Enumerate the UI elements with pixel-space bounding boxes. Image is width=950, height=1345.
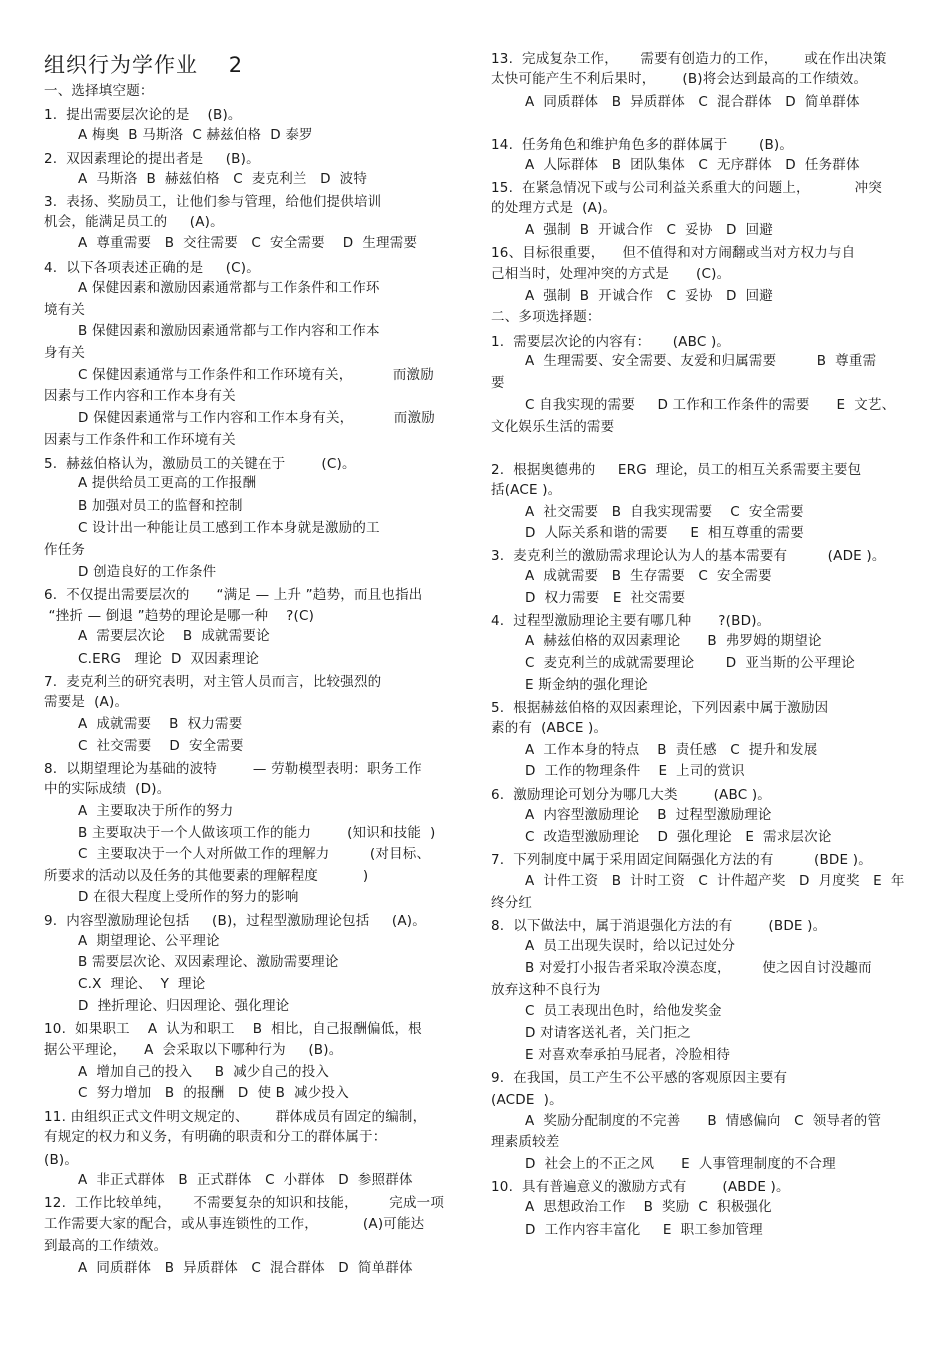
text-line: B 加强对员工的监督和控制 (78, 498, 243, 514)
text-line: 太快可能产生不利后果时， (B)将会达到最高的工作绩效。 (491, 71, 868, 87)
text-line: D 工作内容丰富化 E 职工参加管理 (525, 1222, 763, 1238)
text-line: B 保健因素和激励因素通常都与工作内容和工作本 (78, 323, 380, 339)
text-line: A 成就需要 B 生存需要 C 安全需要 (525, 568, 772, 584)
text-line: 9. 在我国，员工产生不公平感的客观原因主要有 (491, 1070, 788, 1086)
text-line: B 主要取决于一个人做该项工作的能力 (知识和技能 ) (78, 825, 436, 841)
page-title: 组织行为学作业 2 (44, 53, 244, 77)
text-line: A 期望理论、公平理论 (78, 933, 220, 949)
text-line: 15. 在紧急情况下或与公司利益关系重大的问题上， 冲突 (491, 180, 883, 196)
text-line: A 思想政治工作 B 奖励 C 积极强化 (525, 1199, 772, 1215)
text-line: C 保健因素通常与工作条件和工作环境有关， 而激励 (78, 367, 434, 383)
text-line: A 增加自己的投入 B 减少自己的投入 (78, 1064, 330, 1080)
text-line: 10. 具有普遍意义的激励方式有 (ABDE )。 (491, 1179, 790, 1195)
text-line: 2. 双因素理论的提出者是 (B)。 (44, 151, 260, 167)
text-line: 12. 工作比较单纯， 不需要复杂的知识和技能， 完成一项 (44, 1195, 445, 1211)
text-line: A 社交需要 B 自我实现需要 C 安全需要 (525, 504, 804, 520)
text-line: 7. 麦克利兰的研究表明，对主管人员而言，比较强烈的 (44, 674, 382, 690)
text-line: D 社会上的不正之风 E 人事管理制度的不合理 (525, 1156, 836, 1172)
text-line: 需要是 (A)。 (44, 694, 129, 710)
text-line: 5. 根据赫兹伯格的双因素理论，下列因素中属于激励因 (491, 700, 829, 716)
text-line: 6. 不仅提出需要层次的 “满足 — 上升 ”趋势，而且也指出 (44, 587, 423, 603)
text-line: D 对请客送礼者，关门拒之 (525, 1025, 691, 1041)
text-line: C 社交需要 D 安全需要 (78, 738, 244, 754)
text-line: 理素质较差 (491, 1134, 560, 1150)
text-line: 8. 以期望理论为基础的波特 — 劳勒模型表明：职务工作 (44, 761, 422, 777)
text-line: C 主要取决于一个人对所做工作的理解力 (对目标、 (78, 846, 431, 862)
text-line: 4. 以下各项表述正确的是 (C)。 (44, 260, 260, 276)
text-line: A 奖励分配制度的不完善 B 情感偏向 C 领导者的管 (525, 1113, 882, 1129)
text-line: 机会，能满足员工的 (A)。 (44, 214, 224, 230)
text-line: A 梅奥 B 马斯洛 C 赫兹伯格 D 泰罗 (78, 127, 313, 143)
text-line: 据公平理论， A 会采取以下哪种行为 (B)。 (44, 1042, 343, 1058)
text-line: 因素与工作内容和工作本身有关 (44, 388, 236, 404)
text-line: C 设计出一种能让员工感到工作本身就是激励的工 (78, 520, 380, 536)
text-line: 5. 赫兹伯格认为，激励员工的关键在于 (C)。 (44, 456, 356, 472)
text-line: 素的有 (ABCE )。 (491, 720, 608, 736)
text-line: A 成就需要 B 权力需要 (78, 716, 243, 732)
text-line: A 同质群体 B 异质群体 C 混合群体 D 简单群体 (78, 1260, 413, 1276)
text-line: 9. 内容型激励理论包括 (B)，过程型激励理论包括 (A)。 (44, 913, 426, 929)
text-line: 身有关 (44, 345, 86, 361)
text-line: 要 (491, 375, 505, 391)
text-line: 10. 如果职工 A 认为和职工 B 相比，自己报酬偏低，根 (44, 1021, 422, 1037)
text-line: A 需要层次论 B 成就需要论 (78, 628, 270, 644)
text-line: A 赫兹伯格的双因素理论 B 弗罗姆的期望论 (525, 633, 822, 649)
text-line: 7. 下列制度中属于采用固定间隔强化方法的有 (BDE )。 (491, 852, 872, 868)
text-line: D 人际关系和谐的需要 E 相互尊重的需要 (525, 525, 804, 541)
text-line: A 强制 B 开诚合作 C 妥协 D 回避 (525, 222, 773, 238)
text-line: D 挫折理论、归因理论、强化理论 (78, 998, 290, 1014)
text-line: D 保健因素通常与工作内容和工作本身有关， 而激励 (78, 410, 435, 426)
text-line: A 工作本身的特点 B 责任感 C 提升和发展 (525, 742, 818, 758)
text-line: A 保健因素和激励因素通常都与工作条件和工作环 (78, 280, 380, 296)
text-line: 8. 以下做法中，属于消退强化方法的有 (BDE )。 (491, 918, 827, 934)
text-line: 有规定的权力和义务，有明确的职责和分工的群体属于： (44, 1129, 387, 1145)
text-line: D 权力需要 E 社交需要 (525, 590, 686, 606)
text-line: 因素与工作条件和工作环境有关 (44, 432, 236, 448)
text-line: 境有关 (44, 302, 86, 318)
text-line: A 强制 B 开诚合作 C 妥协 D 回避 (525, 288, 773, 304)
text-line: A 同质群体 B 异质群体 C 混合群体 D 简单群体 (525, 94, 860, 110)
text-line: 括(ACE )。 (491, 482, 562, 498)
text-line: A 主要取决于所作的努力 (78, 803, 234, 819)
text-line: E 斯金纳的强化理论 (525, 677, 648, 693)
text-line: C.X 理论、 Y 理论 (78, 976, 206, 992)
text-line: A 员工出现失误时，给以记过处分 (525, 938, 736, 954)
text-line: 13. 完成复杂工作， 需要有创造力的工作， 或在作出决策 (491, 51, 887, 67)
text-line: 所要求的活动以及任务的其他要素的理解程度 ) (44, 868, 369, 884)
text-line: 3. 麦克利兰的激励需求理论认为人的基本需要有 (ADE )。 (491, 548, 886, 564)
text-line: 工作需要大家的配合，或从事连锁性的工作， (A)可能达 (44, 1216, 425, 1232)
text-line: A 人际群体 B 团队集体 C 无序群体 D 任务群体 (525, 157, 860, 173)
text-line: D 工作的物理条件 E 上司的赏识 (525, 763, 745, 779)
text-line: (B)。 (44, 1152, 79, 1168)
text-line: 二、多项选择题： (491, 309, 601, 325)
text-line: A 非正式群体 B 正式群体 C 小群体 D 参照群体 (78, 1172, 413, 1188)
text-line: C 努力增加 B 的报酬 D 使 B 减少投入 (78, 1085, 349, 1101)
text-line: C.ERG 理论 D 双因素理论 (78, 651, 260, 667)
text-line: 1. 提出需要层次论的是 (B)。 (44, 107, 242, 123)
text-line: 文化娱乐生活的需要 (491, 419, 615, 435)
text-line: D 创造良好的工作条件 (78, 564, 217, 580)
text-line: C 麦克利兰的成就需要理论 D 亚当斯的公平理论 (525, 655, 855, 671)
text-line: 6. 激励理论可划分为哪几大类 (ABC )。 (491, 787, 772, 803)
text-line: B 需要层次论、双因素理论、激励需要理论 (78, 954, 339, 970)
text-line: 4. 过程型激励理论主要有哪几种 ?(BD)。 (491, 613, 771, 629)
text-line: C 员工表现出色时，给他发奖金 (525, 1003, 722, 1019)
text-line: 11. 由组织正式文件明文规定的、 群体成员有固定的编制， (44, 1109, 427, 1125)
text-line: 1. 需要层次论的内容有： (ABC )。 (491, 334, 731, 350)
text-line: A 尊重需要 B 交往需要 C 安全需要 D 生理需要 (78, 235, 418, 251)
text-line: 作任务 (44, 542, 86, 558)
text-line: A 马斯洛 B 赫兹伯格 C 麦克利兰 D 波特 (78, 171, 368, 187)
text-line: 16、目标很重要， 但不值得和对方闹翻或当对方权力与自 (491, 245, 856, 261)
text-line: “挫折 — 倒退 ”趋势的理论是哪一种 ?(C) (44, 608, 315, 624)
text-line: C 改造型激励理论 D 强化理论 E 需求层次论 (525, 829, 832, 845)
text-line: E 对喜欢奉承拍马屁者，冷脸相待 (525, 1047, 731, 1063)
text-line: A 生理需要、安全需要、友爱和归属需要 B 尊重需 (525, 353, 877, 369)
text-line: 放弃这种不良行为 (491, 982, 601, 998)
text-line: (ACDE )。 (491, 1092, 563, 1108)
text-line: 到最高的工作绩效。 (44, 1238, 168, 1254)
text-line: 终分红 (491, 895, 533, 911)
text-line: B 对爱打小报告者采取冷漠态度， 使之因自讨没趣而 (525, 960, 872, 976)
text-line: 14. 任务角色和维护角色多的群体属于 (B)。 (491, 137, 794, 153)
text-line: 中的实际成绩 (D)。 (44, 781, 171, 797)
text-line: 2. 根据奥德弗的 ERG 理论，员工的相互关系需要主要包 (491, 462, 862, 478)
text-line: 的处理方式是 (A)。 (491, 200, 617, 216)
text-line: D 在很大程度上受所作的努力的影响 (78, 889, 299, 905)
text-line: 3. 表扬、奖励员工，让他们参与管理，给他们提供培训 (44, 194, 382, 210)
text-line: A 提供给员工更高的工作报酬 (78, 475, 257, 491)
text-line: 一、选择填空题： (44, 83, 154, 99)
text-line: 己相当时，处理冲突的方式是 (C)。 (491, 266, 731, 282)
text-line: A 内容型激励理论 B 过程型激励理论 (525, 807, 772, 823)
text-line: C 自我实现的需要 D 工作和工作条件的需要 E 文艺、 (525, 397, 896, 413)
text-line: A 计件工资 B 计时工资 C 计件超产奖 D 月度奖 E 年 (525, 873, 905, 889)
